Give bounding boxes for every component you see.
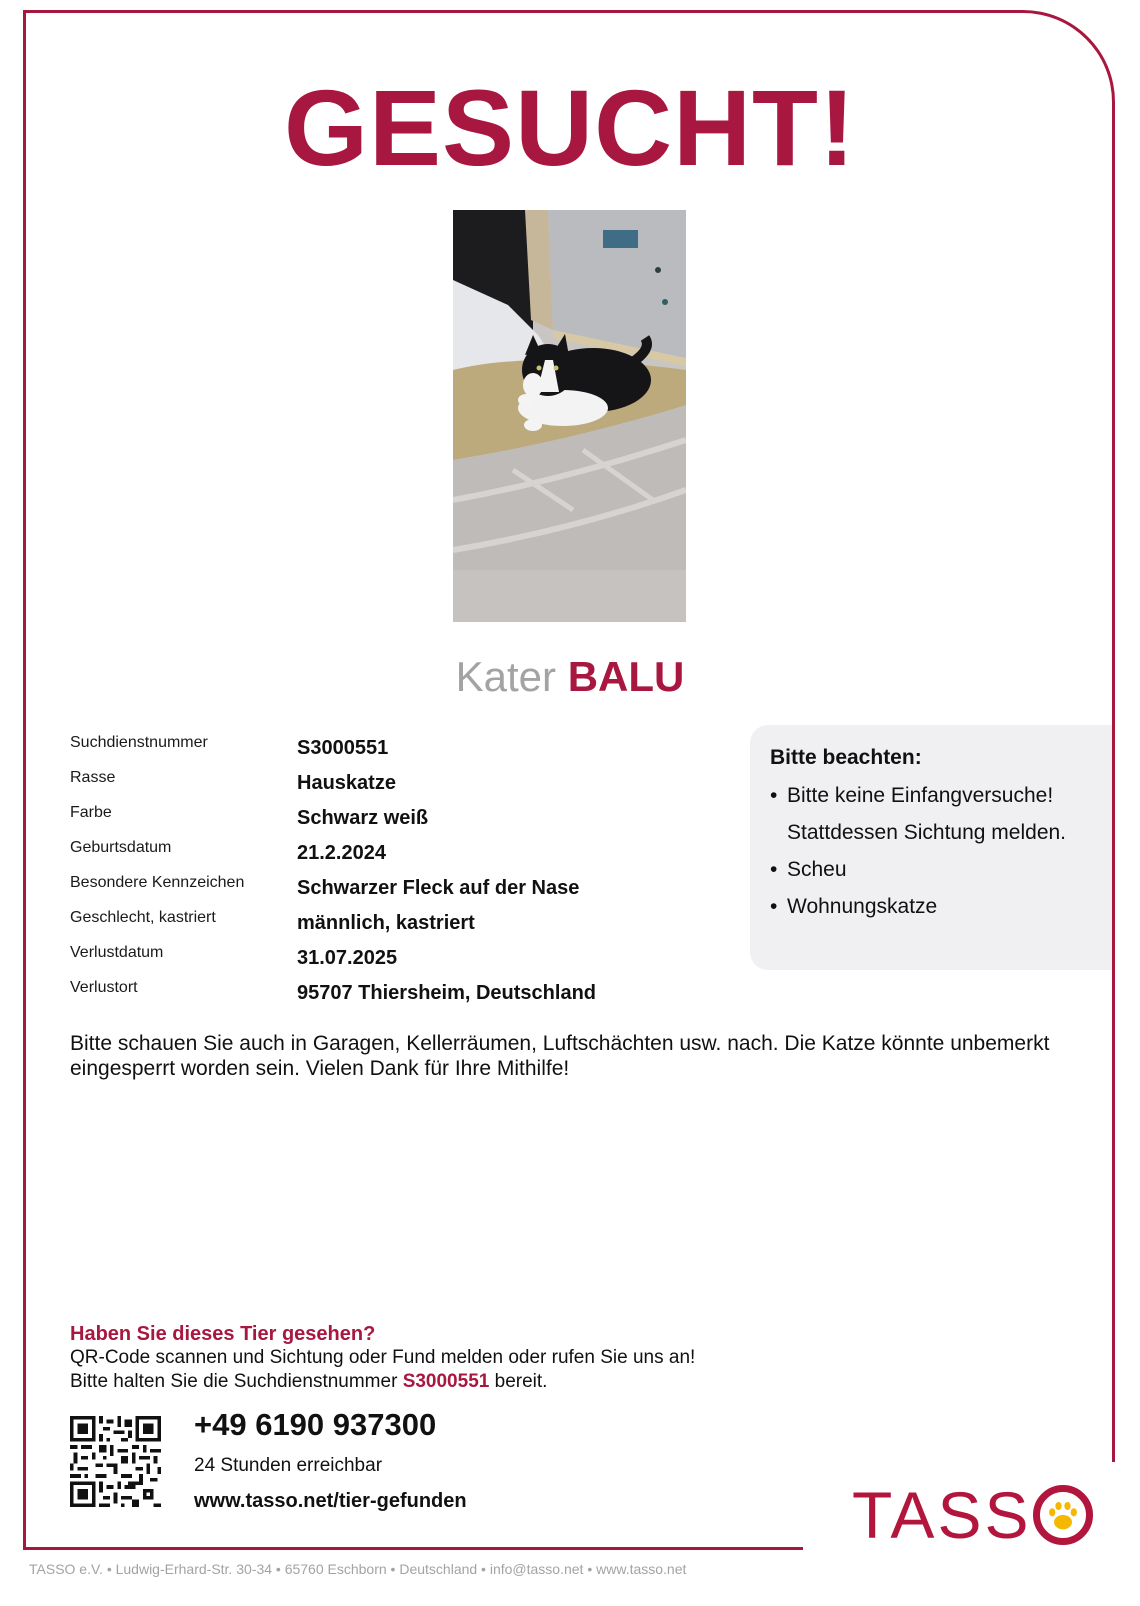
frame-border-top [23,10,1023,13]
paw-icon [1045,1497,1081,1533]
detail-row-suchdienstnummer [70,733,596,768]
website-link[interactable]: www.tasso.net/tier-gefunden [194,1490,467,1512]
detail-value: männlich, kastriert [297,912,475,934]
detail-row-geburtsdatum [70,838,596,873]
pet-photo [453,210,686,622]
detail-value: 95707 Thiersheim, Deutschland [297,982,597,1004]
notes-title: Bitte beachten: [770,746,922,769]
search-hint-paragraph: Bitte schauen Sie auch in Garagen, Kellerräumen, Luftschächten usw. nach. Die Katze könnte unbemerkt eingesperrt worden sein. Vielen Dank für Ihre Mithilfe! [70,1032,1050,1080]
phone-number[interactable]: +49 6190 937300 [194,1407,437,1442]
qr-code-icon [70,1416,161,1507]
notes-list [770,777,1112,925]
detail-row-verlustdatum [70,943,596,978]
cta-line-2 [70,1370,695,1394]
logo-o-ring [1033,1485,1093,1545]
pet-name-heading [0,652,1140,702]
detail-row-farbe [70,803,596,838]
note-item: • Scheu [770,851,1112,888]
detail-label: Rasse [70,769,116,786]
detail-row-kennzeichen [70,873,596,908]
frame-border-right [1112,120,1115,1462]
detail-label: Suchdienstnummer [70,734,208,751]
availability-text: 24 Stunden erreichbar [194,1455,383,1476]
frame-border-left [23,10,26,1550]
detail-value: 31.07.2025 [297,947,398,969]
cta-line-2-suffix: bereit. [489,1371,548,1392]
qr-code[interactable] [70,1416,161,1507]
detail-row-rasse [70,768,596,803]
detail-row-geschlecht [70,908,596,943]
detail-value: 21.2.2024 [297,842,386,864]
detail-label: Verlustort [70,979,138,996]
details-table [70,733,596,1013]
notes-box [750,725,1112,970]
pet-species: Kater [455,653,557,700]
cta-line-1: QR-Code scannen und Sichtung oder Fund melden oder rufen Sie uns an! [70,1347,696,1368]
detail-label: Farbe [70,804,112,821]
detail-row-verlustort [70,978,596,1013]
detail-label: Besondere Kennzeichen [70,874,245,891]
note-item: • Wohnungskatze [770,888,1112,925]
page-title: GESUCHT! [284,67,856,188]
detail-value: Hauskatze [297,772,396,794]
detail-label: Geschlecht, kastriert [70,909,216,926]
call-to-action [70,1322,695,1394]
detail-value: S3000551 [297,737,389,759]
logo-text: TASS [852,1478,1032,1552]
footer-address: TASSO e.V. • Ludwig-Erhard-Str. 30-34 • 65760 Eschborn • Deutschland • info@tasso.net • www.tasso.net [29,1561,687,1577]
tasso-logo [852,1480,1093,1550]
detail-label: Verlustdatum [70,944,164,961]
detail-value: Schwarzer Fleck auf der Nase [297,877,580,899]
frame-border-bottom [23,1547,803,1550]
cta-title: Haben Sie dieses Tier gesehen? [70,1323,376,1345]
cta-line-2-prefix: Bitte halten Sie die Suchdienstnummer [70,1371,403,1392]
pet-name: BALU [567,653,685,700]
cat-photo-illustration [453,210,686,622]
cta-search-number: S3000551 [402,1371,490,1392]
note-item: • Bitte keine Einfangversuche! Stattdessen Sichtung melden. [770,777,1090,851]
detail-label: Geburtsdatum [70,839,172,856]
detail-value: Schwarz weiß [297,807,429,829]
